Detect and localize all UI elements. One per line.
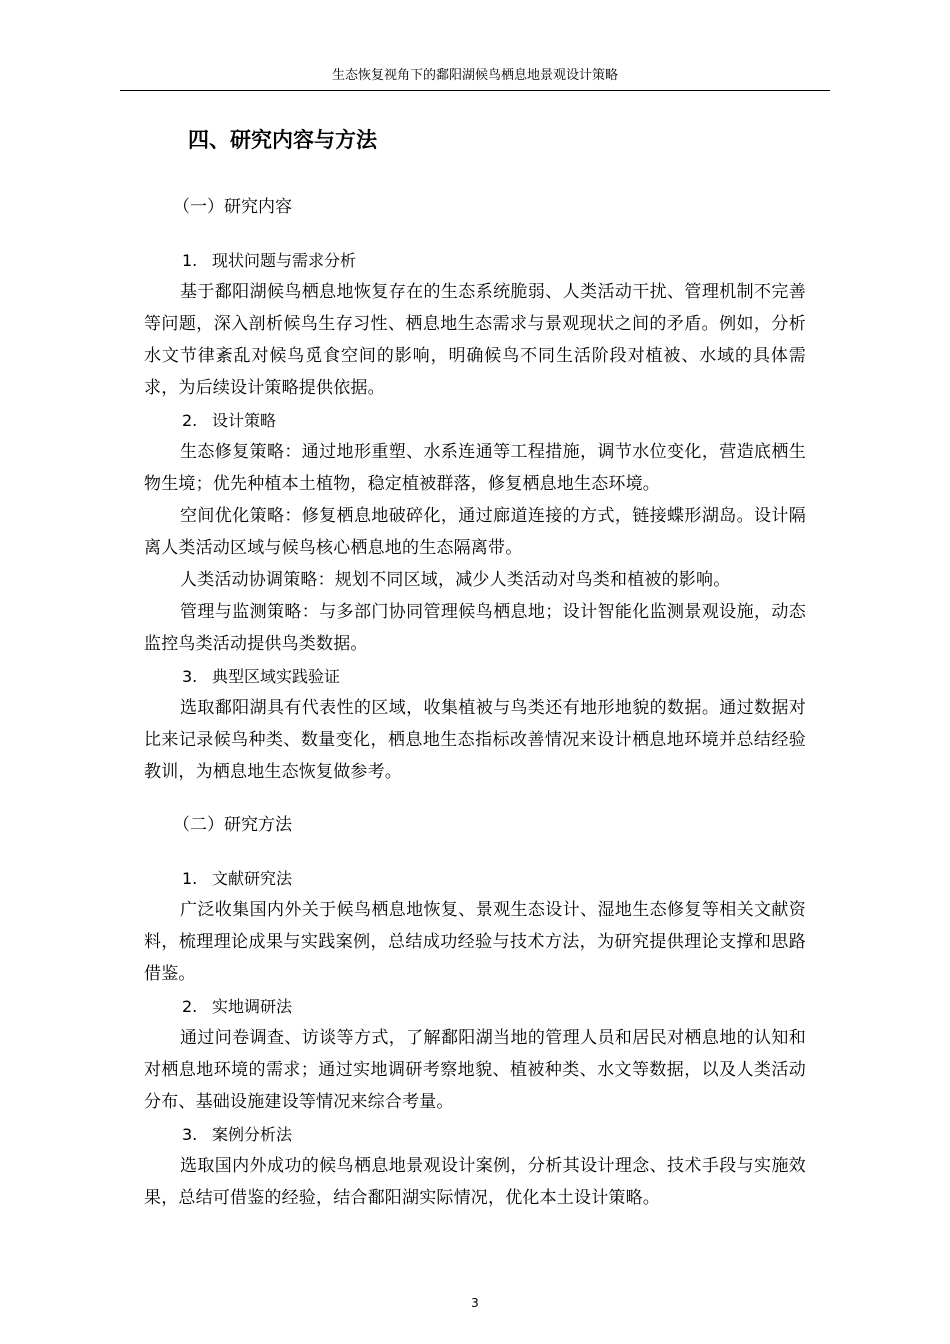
item-number: 1. bbox=[182, 869, 198, 888]
item-number: 3. bbox=[182, 1125, 198, 1144]
section-title: 四、研究内容与方法 bbox=[188, 128, 377, 152]
item-title: 现状问题与需求分析 bbox=[212, 251, 357, 270]
item-number: 3. bbox=[182, 667, 198, 686]
item-number: 2. bbox=[182, 411, 198, 430]
item-heading-content-2 bbox=[182, 408, 276, 434]
header-rule bbox=[120, 90, 830, 91]
item-heading-methods-3 bbox=[182, 1122, 292, 1148]
paragraph: 基于鄱阳湖候鸟栖息地恢复存在的生态系统脆弱、人类活动干扰、管理机制不完善等问题，深入剖析候鸟生存习性、栖息地生态需求与景观现状之间的矛盾。例如，分析水文节律紊乱对候鸟觅食空间的影响，明确候鸟不同生活阶段对植被、水域的具体需求，为后续设计策略提供依据。 bbox=[144, 282, 806, 398]
item-heading-methods-2 bbox=[182, 994, 292, 1020]
item-title: 典型区域实践验证 bbox=[212, 667, 341, 686]
subsection-title-methods: （二）研究方法 bbox=[173, 815, 292, 835]
paragraph: 选取鄱阳湖具有代表性的区域，收集植被与鸟类还有地形地貌的数据。通过数据对比来记录候鸟种类、数量变化，栖息地生态指标改善情况来设计栖息地环境并总结经验教训，为栖息地生态恢复做参考。 bbox=[144, 698, 806, 782]
running-header: 生态恢复视角下的鄱阳湖候鸟栖息地景观设计策略 bbox=[331, 68, 618, 83]
item-heading-methods-1 bbox=[182, 866, 292, 892]
item-heading-content-1 bbox=[182, 248, 356, 274]
paragraph: 人类活动协调策略：规划不同区域，减少人类活动对鸟类和植被的影响。 bbox=[180, 570, 731, 590]
item-number: 2. bbox=[182, 997, 198, 1016]
paragraph: 选取国内外成功的候鸟栖息地景观设计案例，分析其设计理念、技术手段与实施效果，总结可借鉴的经验，结合鄱阳湖实际情况，优化本土设计策略。 bbox=[144, 1156, 806, 1208]
item-title: 文献研究法 bbox=[212, 869, 293, 888]
page-number: 3 bbox=[471, 1296, 479, 1310]
subsection-title-content: （一）研究内容 bbox=[173, 197, 292, 217]
paragraph: 通过问卷调查、访谈等方式，了解鄱阳湖当地的管理人员和居民对栖息地的认知和对栖息地环境的需求；通过实地调研考察地貌、植被种类、水文等数据，以及人类活动分布、基础设施建设等情况来综合考量。 bbox=[144, 1028, 806, 1112]
paragraph: 生态修复策略：通过地形重塑、水系连通等工程措施，调节水位变化，营造底栖生物生境；优先种植本土植物，稳定植被群落，修复栖息地生态环境。 bbox=[144, 442, 806, 494]
item-title: 案例分析法 bbox=[212, 1125, 293, 1144]
paragraph: 广泛收集国内外关于候鸟栖息地恢复、景观生态设计、湿地生态修复等相关文献资料，梳理理论成果与实践案例，总结成功经验与技术方法，为研究提供理论支撑和思路借鉴。 bbox=[144, 900, 806, 984]
item-title: 设计策略 bbox=[212, 411, 277, 430]
item-number: 1. bbox=[182, 251, 198, 270]
item-heading-content-3 bbox=[182, 664, 340, 690]
paragraph: 管理与监测策略：与多部门协同管理候鸟栖息地；设计智能化监测景观设施，动态监控鸟类活动提供鸟类数据。 bbox=[144, 602, 806, 654]
paragraph: 空间优化策略：修复栖息地破碎化，通过廊道连接的方式，链接蝶形湖岛。设计隔离人类活动区域与候鸟核心栖息地的生态隔离带。 bbox=[144, 506, 806, 558]
item-title: 实地调研法 bbox=[212, 997, 293, 1016]
